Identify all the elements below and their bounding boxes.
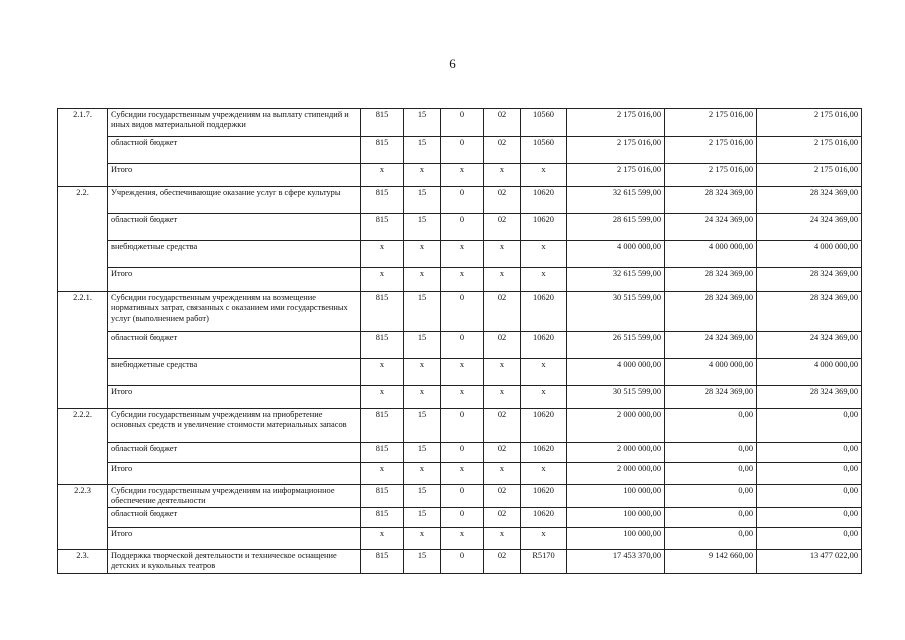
row-number-cell: 2.1.7. — [58, 109, 108, 187]
row-amount-year2-cell: 0,00 — [665, 443, 757, 463]
row-name-cell: областной бюджет — [108, 137, 361, 164]
row-code-target-cell: 10620 — [521, 443, 567, 463]
row-code-subsection-cell: 0 — [441, 443, 484, 463]
row-amount-year3-cell: 28 324 369,00 — [757, 292, 862, 332]
table-row — [58, 386, 862, 409]
row-code-target-cell: х — [521, 386, 567, 409]
row-amount-year1-cell: 100 000,00 — [567, 485, 665, 508]
row-amount-year1-cell: 100 000,00 — [567, 508, 665, 528]
row-amount-year2-cell: 2 175 016,00 — [665, 164, 757, 187]
table-row — [58, 214, 862, 241]
row-code-subsection-cell: х — [441, 359, 484, 386]
table-row — [58, 443, 862, 463]
row-code-program-cell: 02 — [484, 292, 521, 332]
row-code-section-cell: 15 — [404, 292, 441, 332]
row-code-program-cell: 02 — [484, 214, 521, 241]
row-amount-year3-cell: 0,00 — [757, 463, 862, 485]
row-amount-year3-cell: 0,00 — [757, 508, 862, 528]
row-code-target-cell: 10620 — [521, 214, 567, 241]
row-code-subsection-cell: 0 — [441, 485, 484, 508]
row-code-program-cell: х — [484, 528, 521, 550]
row-code-target-cell: х — [521, 164, 567, 187]
table-row — [58, 137, 862, 164]
row-amount-year2-cell: 4 000 000,00 — [665, 241, 757, 268]
row-code-section-cell: х — [404, 463, 441, 485]
row-amount-year1-cell: 28 615 599,00 — [567, 214, 665, 241]
row-code-section-cell: 15 — [404, 485, 441, 508]
row-code-subsection-cell: х — [441, 241, 484, 268]
row-amount-year3-cell: 24 324 369,00 — [757, 332, 862, 359]
row-code-grbs-cell: х — [361, 463, 404, 485]
row-amount-year3-cell: 24 324 369,00 — [757, 214, 862, 241]
row-code-target-cell: 10620 — [521, 292, 567, 332]
row-amount-year2-cell: 24 324 369,00 — [665, 214, 757, 241]
row-amount-year1-cell: 2 000 000,00 — [567, 463, 665, 485]
row-code-subsection-cell: 0 — [441, 137, 484, 164]
row-code-subsection-cell: 0 — [441, 214, 484, 241]
row-amount-year3-cell: 2 175 016,00 — [757, 109, 862, 137]
row-code-grbs-cell: х — [361, 386, 404, 409]
row-code-program-cell: х — [484, 268, 521, 292]
row-amount-year3-cell: 0,00 — [757, 409, 862, 443]
row-name-cell: областной бюджет — [108, 443, 361, 463]
table-row — [58, 550, 862, 574]
row-name-cell: Субсидии государственным учреждениям на информационное обеспечение деятельности — [108, 485, 361, 508]
row-name-cell: Итого — [108, 164, 361, 187]
row-amount-year1-cell: 30 515 599,00 — [567, 386, 665, 409]
row-amount-year2-cell: 2 175 016,00 — [665, 137, 757, 164]
row-code-grbs-cell: х — [361, 528, 404, 550]
row-number-cell: 2.3. — [58, 550, 108, 574]
row-amount-year1-cell: 2 175 016,00 — [567, 164, 665, 187]
row-code-subsection-cell: 0 — [441, 508, 484, 528]
table-row — [58, 109, 862, 137]
row-amount-year3-cell: 0,00 — [757, 485, 862, 508]
row-code-program-cell: х — [484, 241, 521, 268]
row-code-grbs-cell: 815 — [361, 109, 404, 137]
row-amount-year1-cell: 2 000 000,00 — [567, 409, 665, 443]
row-amount-year3-cell: 0,00 — [757, 528, 862, 550]
row-code-target-cell: х — [521, 463, 567, 485]
table-row — [58, 508, 862, 528]
row-name-cell: областной бюджет — [108, 332, 361, 359]
row-amount-year3-cell: 28 324 369,00 — [757, 187, 862, 214]
row-name-cell: Субсидии государственным учреждениям на возмещение нормативных затрат, связанных с оказанием ими государственных услуг (выполнением работ) — [108, 292, 361, 332]
row-amount-year1-cell: 4 000 000,00 — [567, 359, 665, 386]
row-code-program-cell: х — [484, 359, 521, 386]
row-code-grbs-cell: х — [361, 164, 404, 187]
row-code-section-cell: 15 — [404, 214, 441, 241]
row-amount-year1-cell: 30 515 599,00 — [567, 292, 665, 332]
row-amount-year1-cell: 2 175 016,00 — [567, 137, 665, 164]
row-name-cell: внебюджетные средства — [108, 241, 361, 268]
row-code-section-cell: 15 — [404, 332, 441, 359]
row-amount-year1-cell: 2 000 000,00 — [567, 443, 665, 463]
row-amount-year3-cell: 4 000 000,00 — [757, 359, 862, 386]
row-code-program-cell: х — [484, 463, 521, 485]
row-amount-year2-cell: 28 324 369,00 — [665, 386, 757, 409]
page-number: 6 — [449, 56, 456, 71]
row-amount-year2-cell: 0,00 — [665, 485, 757, 508]
row-code-subsection-cell: 0 — [441, 409, 484, 443]
row-code-target-cell: х — [521, 359, 567, 386]
row-code-grbs-cell: х — [361, 241, 404, 268]
row-name-cell: областной бюджет — [108, 508, 361, 528]
row-code-target-cell: R5170 — [521, 550, 567, 574]
row-name-cell: Итого — [108, 386, 361, 409]
table-row — [58, 292, 862, 332]
row-amount-year1-cell: 100 000,00 — [567, 528, 665, 550]
row-code-grbs-cell: 815 — [361, 187, 404, 214]
row-amount-year2-cell: 28 324 369,00 — [665, 268, 757, 292]
row-amount-year2-cell: 24 324 369,00 — [665, 332, 757, 359]
row-code-subsection-cell: 0 — [441, 187, 484, 214]
budget-table — [57, 108, 862, 574]
row-code-target-cell: 10620 — [521, 508, 567, 528]
row-code-target-cell: 10560 — [521, 137, 567, 164]
table-row — [58, 241, 862, 268]
row-code-grbs-cell: 815 — [361, 292, 404, 332]
row-code-target-cell: 10560 — [521, 109, 567, 137]
row-number-cell: 2.2. — [58, 187, 108, 292]
row-amount-year1-cell: 17 453 370,00 — [567, 550, 665, 574]
row-code-program-cell: 02 — [484, 443, 521, 463]
row-code-target-cell: 10620 — [521, 409, 567, 443]
row-amount-year3-cell: 2 175 016,00 — [757, 137, 862, 164]
row-code-subsection-cell: х — [441, 164, 484, 187]
row-amount-year3-cell: 13 477 022,00 — [757, 550, 862, 574]
row-amount-year2-cell: 2 175 016,00 — [665, 109, 757, 137]
row-amount-year2-cell: 0,00 — [665, 409, 757, 443]
row-name-cell: Субсидии государственным учреждениям на приобретение основных средств и увеличение стоимости материальных запасов — [108, 409, 361, 443]
row-amount-year2-cell: 28 324 369,00 — [665, 187, 757, 214]
row-amount-year2-cell: 0,00 — [665, 508, 757, 528]
row-code-program-cell: 02 — [484, 409, 521, 443]
row-code-section-cell: х — [404, 359, 441, 386]
row-code-grbs-cell: х — [361, 359, 404, 386]
row-code-target-cell: х — [521, 528, 567, 550]
row-code-subsection-cell: 0 — [441, 109, 484, 137]
row-code-program-cell: 02 — [484, 187, 521, 214]
row-name-cell: Учреждения, обеспечивающие оказание услуг в сфере культуры — [108, 187, 361, 214]
row-code-program-cell: 02 — [484, 508, 521, 528]
row-code-target-cell: 10620 — [521, 187, 567, 214]
row-code-section-cell: 15 — [404, 508, 441, 528]
row-amount-year1-cell: 32 615 599,00 — [567, 187, 665, 214]
row-code-program-cell: 02 — [484, 332, 521, 359]
row-name-cell: Итого — [108, 528, 361, 550]
row-amount-year2-cell: 0,00 — [665, 463, 757, 485]
row-code-section-cell: х — [404, 164, 441, 187]
row-amount-year2-cell: 4 000 000,00 — [665, 359, 757, 386]
row-code-subsection-cell: х — [441, 528, 484, 550]
row-code-grbs-cell: х — [361, 268, 404, 292]
row-code-target-cell: х — [521, 241, 567, 268]
row-amount-year3-cell: 4 000 000,00 — [757, 241, 862, 268]
row-code-section-cell: х — [404, 241, 441, 268]
row-code-program-cell: 02 — [484, 137, 521, 164]
row-code-program-cell: х — [484, 386, 521, 409]
row-name-cell: Итого — [108, 268, 361, 292]
row-name-cell: внебюджетные средства — [108, 359, 361, 386]
table-row — [58, 268, 862, 292]
row-code-grbs-cell: 815 — [361, 332, 404, 359]
row-amount-year2-cell: 0,00 — [665, 528, 757, 550]
row-name-cell: Итого — [108, 463, 361, 485]
row-code-grbs-cell: 815 — [361, 508, 404, 528]
row-code-target-cell: х — [521, 268, 567, 292]
row-code-section-cell: 15 — [404, 409, 441, 443]
row-number-cell: 2.2.3 — [58, 485, 108, 550]
row-code-target-cell: 10620 — [521, 485, 567, 508]
table-row — [58, 332, 862, 359]
row-amount-year3-cell: 28 324 369,00 — [757, 268, 862, 292]
row-code-section-cell: 15 — [404, 443, 441, 463]
table-row — [58, 359, 862, 386]
row-code-subsection-cell: х — [441, 386, 484, 409]
row-code-program-cell: х — [484, 164, 521, 187]
row-amount-year2-cell: 9 142 660,00 — [665, 550, 757, 574]
row-code-section-cell: 15 — [404, 550, 441, 574]
row-name-cell: областной бюджет — [108, 214, 361, 241]
row-amount-year1-cell: 4 000 000,00 — [567, 241, 665, 268]
row-code-section-cell: х — [404, 386, 441, 409]
row-code-subsection-cell: 0 — [441, 332, 484, 359]
row-amount-year3-cell: 2 175 016,00 — [757, 164, 862, 187]
row-name-cell: Поддержка творческой деятельности и техническое оснащение детских и кукольных театров — [108, 550, 361, 574]
budget-table-body — [58, 109, 862, 574]
row-code-grbs-cell: 815 — [361, 214, 404, 241]
table-row — [58, 485, 862, 508]
row-code-program-cell: 02 — [484, 550, 521, 574]
row-amount-year3-cell: 28 324 369,00 — [757, 386, 862, 409]
row-code-subsection-cell: х — [441, 268, 484, 292]
row-code-program-cell: 02 — [484, 109, 521, 137]
table-row — [58, 463, 862, 485]
row-code-target-cell: 10620 — [521, 332, 567, 359]
table-row — [58, 164, 862, 187]
row-amount-year1-cell: 2 175 016,00 — [567, 109, 665, 137]
table-row — [58, 528, 862, 550]
row-amount-year2-cell: 28 324 369,00 — [665, 292, 757, 332]
row-code-section-cell: 15 — [404, 137, 441, 164]
row-code-grbs-cell: 815 — [361, 485, 404, 508]
table-row — [58, 409, 862, 443]
row-amount-year3-cell: 0,00 — [757, 443, 862, 463]
row-number-cell: 2.2.1. — [58, 292, 108, 409]
row-amount-year1-cell: 32 615 599,00 — [567, 268, 665, 292]
row-code-grbs-cell: 815 — [361, 137, 404, 164]
row-code-section-cell: х — [404, 528, 441, 550]
row-code-section-cell: х — [404, 268, 441, 292]
row-code-grbs-cell: 815 — [361, 443, 404, 463]
row-code-subsection-cell: 0 — [441, 292, 484, 332]
row-name-cell: Субсидии государственным учреждениям на выплату стипендий и иных видов материальной поддержки — [108, 109, 361, 137]
row-code-subsection-cell: х — [441, 463, 484, 485]
row-code-grbs-cell: 815 — [361, 409, 404, 443]
row-code-program-cell: 02 — [484, 485, 521, 508]
row-code-grbs-cell: 815 — [361, 550, 404, 574]
table-row — [58, 187, 862, 214]
row-amount-year1-cell: 26 515 599,00 — [567, 332, 665, 359]
row-code-section-cell: 15 — [404, 187, 441, 214]
row-code-subsection-cell: 0 — [441, 550, 484, 574]
row-code-section-cell: 15 — [404, 109, 441, 137]
row-number-cell: 2.2.2. — [58, 409, 108, 485]
